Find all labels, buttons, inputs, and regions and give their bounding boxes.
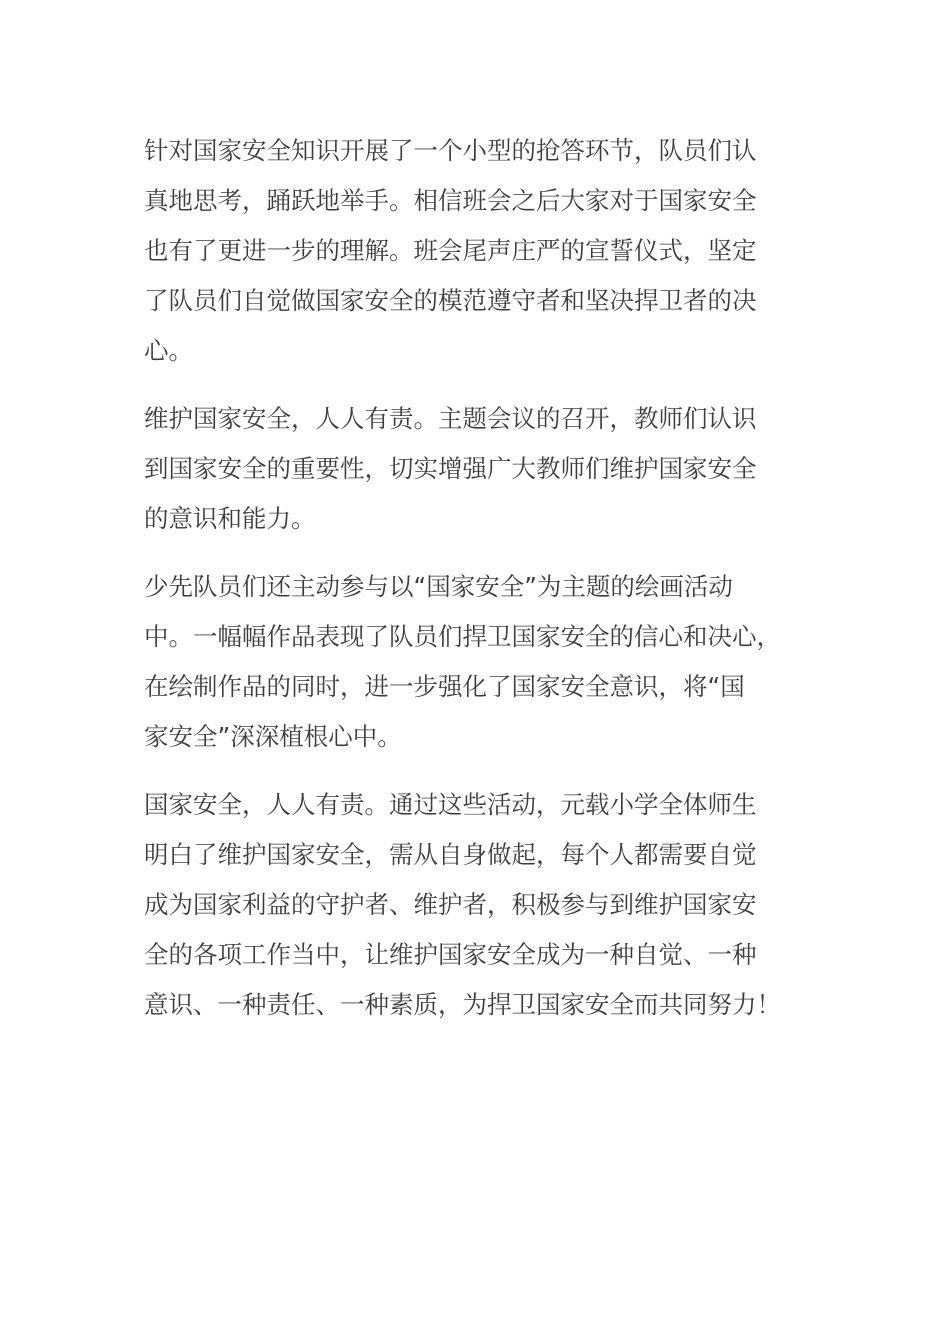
paragraph-line: 心。 — [144, 336, 193, 365]
paragraph-line: 了队员们自觉做国家安全的模范遵守者和坚决捍卫者的决 — [144, 286, 757, 315]
paragraph-line: 的意识和能力。 — [144, 504, 316, 533]
paragraph-line: 到国家安全的重要性，切实增强广大教师们维护国家安全 — [144, 454, 757, 483]
paragraph-quiz-activity — [144, 126, 812, 376]
paragraph-line: 少先队员们还主动参与以“国家安全”为主题的绘画活动 — [144, 572, 733, 601]
paragraph-line: 意识、一种责任、一种素质，为捍卫国家安全而共同努力！ — [144, 990, 781, 1019]
paragraph-conclusion — [144, 780, 812, 1030]
paragraph-line: 全的各项工作当中，让维护国家安全成为一种自觉、一种 — [144, 940, 757, 969]
paragraph-line: 维护国家安全，人人有责。主题会议的召开，教师们认识 — [144, 404, 757, 433]
paragraph-line: 国家安全，人人有责。通过这些活动，元载小学全体师生 — [144, 790, 757, 819]
paragraph-line: 明白了维护国家安全，需从自身做起，每个人都需要自觉 — [144, 840, 757, 869]
paragraph-drawing-activity — [144, 562, 812, 762]
paragraph-line: 家安全”深深植根心中。 — [144, 722, 402, 751]
paragraph-line: 成为国家利益的守护者、维护者，积极参与到维护国家安 — [144, 890, 757, 919]
document-body — [144, 126, 812, 1048]
paragraph-line: 针对国家安全知识开展了一个小型的抢答环节，队员们认 — [144, 136, 757, 165]
paragraph-line: 真地思考，踊跃地举手。相信班会之后大家对于国家安全 — [144, 186, 757, 215]
paragraph-teacher-meeting — [144, 394, 812, 544]
paragraph-line: 在绘制作品的同时，进一步强化了国家安全意识，将“国 — [144, 672, 745, 701]
paragraph-line: 中。一幅幅作品表现了队员们捍卫国家安全的信心和决心， — [144, 622, 781, 651]
paragraph-line: 也有了更进一步的理解。班会尾声庄严的宣誓仪式，坚定 — [144, 236, 757, 265]
